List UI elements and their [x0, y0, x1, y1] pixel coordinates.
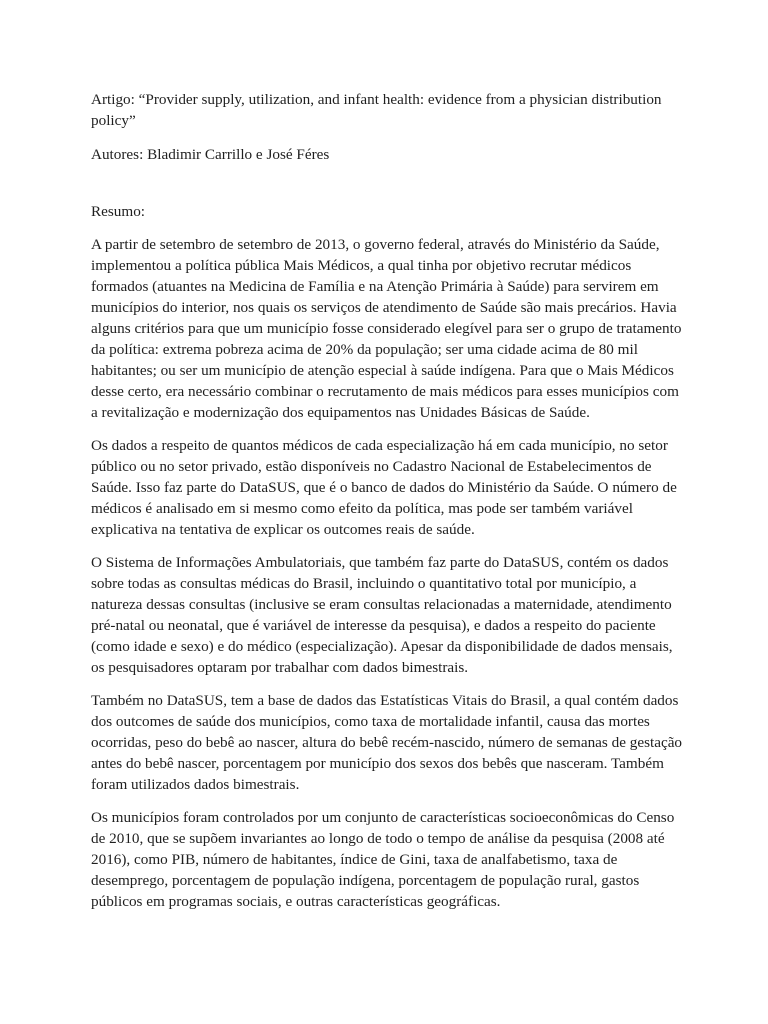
document-page — [91, 89, 685, 924]
authors-line: Autores: Bladimir Carrillo e José Féres — [91, 146, 330, 163]
summary-paragraph: Os municípios foram controlados por um conjunto de características socioeconômicas do Censo de 2010, que se supõem invariantes ao longo de todo o tempo de análise da pesquisa (2008 até 2016), como PIB, número de habitantes, índice de Gini, taxa de analfabetismo, taxa de desemprego, porcentagem de população indígena, porcentagem de população rural, gastos públicos em programas sociais, e outras características geográficas. — [91, 809, 675, 910]
summary-paragraph: Os dados a respeito de quantos médicos de cada especialização há em cada município, no setor público ou no setor privado, estão disponíveis no Cadastro Nacional de Estabelecimentos de Saúde. Isso faz parte do DataSUS, que é o banco de dados do Ministério da Saúde. O número de médicos é analisado em si mesmo como efeito da política, mas pode ser também variável explicativa na tentativa de explicar os outcomes reais de saúde. — [91, 437, 677, 538]
summary-heading: Resumo: — [91, 203, 146, 220]
summary-paragraph: O Sistema de Informações Ambulatoriais, que também faz parte do DataSUS, contém os dados sobre todas as consultas médicas do Brasil, incluindo o quantitativo total por município, a natureza dessas consultas (inclusive se eram consultas relacionadas a maternidade, atendimento pré-natal ou neonatal, que é variável de interesse da pesquisa), e dados a respeito do paciente (como idade e sexo) e do médico (especialização). Apesar da disponibilidade de dados mensais, os pesquisadores optaram por trabalhar com dados bimestrais. — [91, 554, 673, 676]
summary-paragraph: Também no DataSUS, tem a base de dados das Estatísticas Vitais do Brasil, a qual contém dados dos outcomes de saúde dos municípios, como taxa de mortalidade infantil, causa das mortes ocorridas, peso do bebê ao nascer, altura do bebê recém-nascido, número de semanas de gestação antes do bebê nascer, porcentagem por município dos sexos dos bebês que nasceram. Também foram utilizados dados bimestrais. — [91, 692, 683, 793]
article-title: Artigo: “Provider supply, utilization, and infant health: evidence from a physician distribution policy” — [91, 91, 662, 129]
summary-paragraph: A partir de setembro de setembro de 2013, o governo federal, através do Ministério da Saúde, implementou a política pública Mais Médicos, a qual tinha por objetivo recrutar médicos formados (atuantes na Medicina de Família e na Atenção Primária à Saúde) para servirem em municípios do interior, nos quais os serviços de atendimento de Saúde são mais precários. Havia alguns critérios para que um município fosse considerado elegível para ser o grupo de tratamento da política: extrema pobreza acima de 20% da população; ser uma cidade acima de 80 mil habitantes; ou ser um município de atenção especial à saúde indígena. Para que o Mais Médicos desse certo, era necessário combinar o recrutamento de mais médicos para esses municípios com a revitalização e modernização dos equipamentos nas Unidades Básicas de Saúde. — [91, 236, 682, 421]
